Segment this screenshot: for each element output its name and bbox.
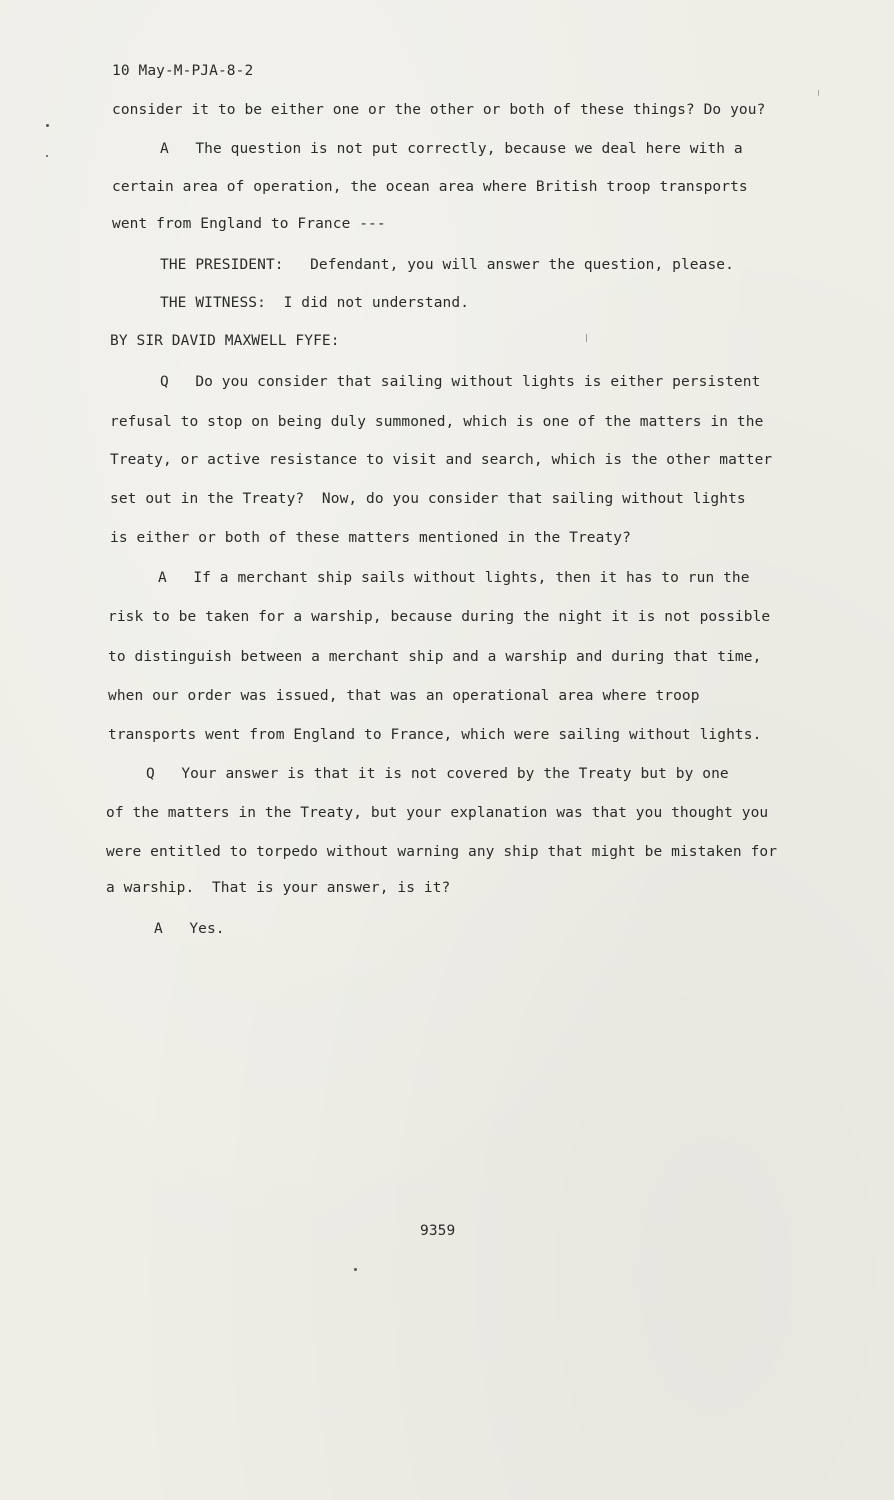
paper-speck xyxy=(46,124,49,127)
transcript-line: A The question is not put correctly, because we deal here with a xyxy=(160,141,743,157)
transcript-line: Q Do you consider that sailing without lights is either persistent xyxy=(160,374,761,390)
transcript-line: of the matters in the Treaty, but your explanation was that you thought you xyxy=(106,805,769,821)
transcript-line: transports went from England to France, which were sailing without lights. xyxy=(108,727,762,743)
paper-speck xyxy=(46,155,48,157)
transcript-line: were entitled to torpedo without warning any ship that might be mistaken for xyxy=(106,844,778,860)
transcript-line: a warship. That is your answer, is it? xyxy=(106,880,451,896)
transcript-line: Treaty, or active resistance to visit and search, which is the other matter xyxy=(110,452,773,468)
transcript-line: when our order was issued, that was an operational area where troop xyxy=(108,688,700,704)
transcript-line: THE WITNESS: I did not understand. xyxy=(160,295,470,311)
transcript-line: to distinguish between a merchant ship and a warship and during that time, xyxy=(108,649,762,665)
transcript-line: refusal to stop on being duly summoned, which is one of the matters in the xyxy=(110,414,764,430)
transcript-line: certain area of operation, the ocean area where British troop transports xyxy=(112,179,748,195)
document-reference: 10 May-M-PJA-8-2 xyxy=(112,63,254,79)
paper-speck xyxy=(354,1268,357,1271)
paper-mark xyxy=(818,90,819,96)
transcript-line: is either or both of these matters mentioned in the Treaty? xyxy=(110,530,631,546)
transcript-line: A If a merchant ship sails without lights, then it has to run the xyxy=(158,570,750,586)
transcript-line: BY SIR DAVID MAXWELL FYFE: xyxy=(110,333,340,349)
paper-mark xyxy=(586,334,587,342)
transcript-line: Q Your answer is that it is not covered by the Treaty but by one xyxy=(146,766,729,782)
transcript-line: went from England to France --- xyxy=(112,216,386,232)
transcript-line: set out in the Treaty? Now, do you consider that sailing without lights xyxy=(110,491,746,507)
page-number: 9359 xyxy=(420,1223,456,1239)
transcript-line: A Yes. xyxy=(154,921,225,937)
transcript-line: consider it to be either one or the other or both of these things? Do you? xyxy=(112,102,766,118)
transcript-line: THE PRESIDENT: Defendant, you will answer the question, please. xyxy=(160,257,734,273)
transcript-line: risk to be taken for a warship, because during the night it is not possible xyxy=(108,609,771,625)
